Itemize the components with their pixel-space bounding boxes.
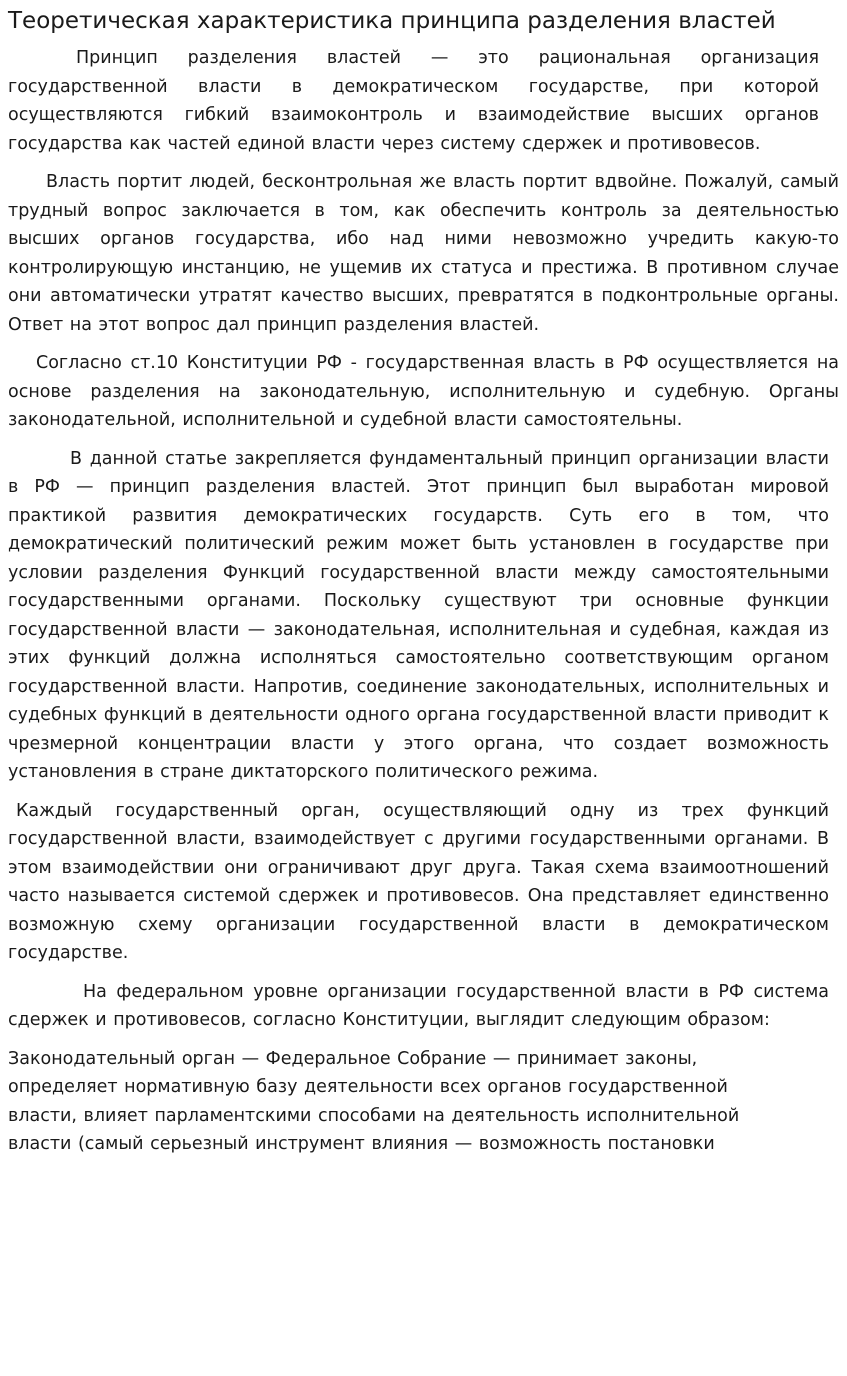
paragraph-legislative-body: Законодательный орган — Федеральное Собрание — принимает законы, определяет нормативную базу деятельности всех органов государственной власти, влияет парламентскими способами на деятельность исполнительной власти (самый серьезный инструмент влияния — возможность постановки	[8, 1048, 740, 1154]
paragraph-checks-balances: Каждый государственный орган, осуществляющий одну из трех функций государственной власти, взаимодействует с другими государственными органами. В этом взаимодействии они ограничивают друг друга. Такая схема взаимоотношений часто называется системой сдержек и противовесов. Она представляет единственно возможную схему организации государственной власти в демократическом государстве.	[8, 800, 829, 963]
paragraph-principle-definition: Принцип разделения властей — это рациональная организация государственной власти в демократическом государстве, при которой осуществляются гибкий взаимоконтроль и взаимодействие высших органов государства как частей единой власти через систему сдержек и противовесов.	[8, 48, 819, 154]
page-title: Теоретическая характеристика принципа разделения властей	[8, 8, 776, 34]
paragraph-power-control: Власть портит людей, бесконтрольная же власть портит вдвойне. Пожалуй, самый трудный вопрос заключается в том, как обеспечить контроль за деятельностью высших органов государства, ибо над ними невозможно учредить какую-то контролирующую инстанцию, не ущемив их статуса и престижа. В противном случае они автоматически утратят качество высших, превратятся в подконтрольные органы. Ответ на этот вопрос дал принцип разделения властей.	[8, 172, 839, 335]
paragraph-constitution-article: Согласно ст.10 Конституции РФ - государственная власть в РФ осуществляется на основе разделения на законодательную, исполнительную и судебную. Органы законодательной, исполнительной и судебной власти самостоятельны.	[8, 353, 839, 430]
paragraph-fundamental-principle: В данной статье закрепляется фундаментальный принцип организации власти в РФ — принцип разделения властей. Этот принцип был выработан мировой практикой развития демократических государств. Суть его в том, что демократический политический режим может быть установлен в государстве при условии разделения Функций государственной власти между самостоятельными государственными органами. Поскольку существуют три основные функции государственной власти — законодательная, исполнительная и судебная, каждая из этих функций должна исполняться самостоятельно соответствующим органом государственной власти. Напротив, соединение законодательных, исполнительных и судебных функций в деятельности одного органа государственной власти приводит к чрезмерной концентрации власти у этого органа, что создает возможность установления в стране диктаторского политического режима.	[8, 448, 829, 782]
paragraph-federal-level: На федеральном уровне организации государственной власти в РФ система сдержек и противовесов, согласно Конституции, выглядит следующим образом:	[8, 981, 829, 1030]
